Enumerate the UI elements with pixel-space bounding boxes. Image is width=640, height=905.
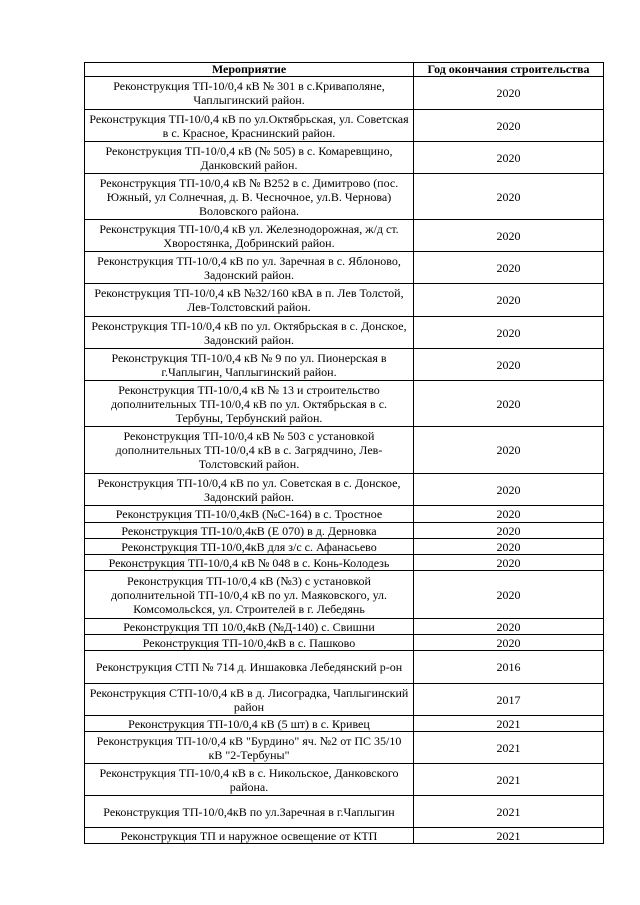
event-cell: Реконструкция ТП-10/0,4 кВ по ул.Октябрьская, ул. Советская в с. Красное, Краснинский район. xyxy=(85,110,414,142)
event-cell: Реконструкция ТП-10/0,4 кВ № 13 и строительство дополнительных ТП-10/0,4 кВ по ул. Октябрьская в с. Тербуны, Тербунский район. xyxy=(85,381,414,427)
table-row xyxy=(85,732,604,764)
event-cell: Реконструкция СТП № 714 д. Иншаковка Лебедянский р-он xyxy=(85,651,414,684)
event-cell: Реконструкция ТП-10/0,4 кВ № В252 в с. Димитрово (пос. Южный, ул Солнечная, д. В. Чесночное, ул.В. Чернова) Воловского района. xyxy=(85,174,414,220)
year-cell: 2020 xyxy=(414,252,604,284)
table-row xyxy=(85,523,604,539)
year-cell: 2020 xyxy=(414,381,604,427)
table-row xyxy=(85,220,604,252)
table-row xyxy=(85,684,604,716)
table-row xyxy=(85,142,604,174)
table-row xyxy=(85,349,604,381)
event-cell: Реконструкция ТП-10/0,4 кВ №32/160 кВА в п. Лев Толстой, Лев-Толстовский район. xyxy=(85,284,414,317)
event-cell: Реконструкция ТП-10/0,4 кВ ул. Железнодорожная, ж/д ст. Хворостянка, Добринский район. xyxy=(85,220,414,252)
table-row xyxy=(85,716,604,732)
year-cell: 2017 xyxy=(414,684,604,716)
year-cell: 2021 xyxy=(414,732,604,764)
header-year: Год окончания строительства xyxy=(414,63,604,77)
event-cell: Реконструкция ТП-10/0,4кВ (Е 070) в д. Дерновка xyxy=(85,523,414,539)
event-cell: Реконструкция ТП-10/0,4 кВ по ул. Заречная в с. Яблоново, Задонский район. xyxy=(85,252,414,284)
event-cell: Реконструкция ТП-10/0,4 кВ по ул. Октябрьская в с. Донское, Задонский район. xyxy=(85,317,414,349)
year-cell: 2016 xyxy=(414,651,604,684)
year-cell: 2020 xyxy=(414,317,604,349)
table-body xyxy=(85,77,604,844)
year-cell: 2021 xyxy=(414,716,604,732)
year-cell: 2020 xyxy=(414,539,604,555)
event-cell: Реконструкция ТП-10/0,4 кВ № 9 по ул. Пионерская в г.Чаплыгин, Чаплыгинский район. xyxy=(85,349,414,381)
event-cell: Реконструкция ТП-10/0,4кВ по ул.Заречная в г.Чаплыгин xyxy=(85,796,414,828)
event-cell: Реконструкция ТП-10/0,4кВ в с. Пашково xyxy=(85,635,414,651)
event-cell: Реконструкция ТП-10/0,4кВ для з/с с. Афанасьево xyxy=(85,539,414,555)
table-row xyxy=(85,317,604,349)
table-row xyxy=(85,796,604,828)
table-row xyxy=(85,828,604,844)
year-cell: 2021 xyxy=(414,764,604,796)
event-cell: Реконструкция ТП-10/0,4 кВ (5 шт) в с. Кривец xyxy=(85,716,414,732)
year-cell: 2020 xyxy=(414,555,604,571)
table-row xyxy=(85,474,604,506)
table-row xyxy=(85,427,604,474)
year-cell: 2021 xyxy=(414,828,604,844)
table-row xyxy=(85,506,604,523)
event-cell: Реконструкция ТП-10/0,4 кВ № 301 в с.Криваполяне, Чаплыгинский район. xyxy=(85,77,414,110)
event-cell: Реконструкция ТП-10/0,4кВ (№С-164) в с. Тростное xyxy=(85,506,414,523)
event-cell: Реконструкция ТП и наружное освещение от КТП xyxy=(85,828,414,844)
year-cell: 2020 xyxy=(414,619,604,635)
event-cell: Реконструкция ТП-10/0,4 кВ № 048 в с. Конь-Колодезь xyxy=(85,555,414,571)
construction-table xyxy=(84,62,604,844)
table-row xyxy=(85,77,604,110)
table-row xyxy=(85,174,604,220)
year-cell: 2020 xyxy=(414,635,604,651)
year-cell: 2020 xyxy=(414,284,604,317)
table-row xyxy=(85,539,604,555)
year-cell: 2021 xyxy=(414,796,604,828)
header-event: Мероприятие xyxy=(85,63,414,77)
event-cell: Реконструкция ТП-10/0,4 кВ в с. Никольское, Данковского района. xyxy=(85,764,414,796)
event-cell: Реконструкция ТП-10/0,4 кВ № 503 с установкой дополнительных ТП-10/0,4 кВ в с. Загрядчино, Лев-Толстовский район. xyxy=(85,427,414,474)
year-cell: 2020 xyxy=(414,220,604,252)
table-row xyxy=(85,764,604,796)
event-cell: Реконструкция ТП 10/0,4кВ (№Д-140) с. Свишни xyxy=(85,619,414,635)
table-row xyxy=(85,252,604,284)
table-row xyxy=(85,651,604,684)
table-row xyxy=(85,110,604,142)
table-row xyxy=(85,635,604,651)
year-cell: 2020 xyxy=(414,474,604,506)
year-cell: 2020 xyxy=(414,523,604,539)
year-cell: 2020 xyxy=(414,110,604,142)
event-cell: Реконструкция ТП-10/0,4 кВ "Бурдино" яч. №2 от ПС 35/10 кВ "2-Тербуны" xyxy=(85,732,414,764)
event-cell: Реконструкция СТП-10/0,4 кВ в д. Лисоградка, Чаплыгинский район xyxy=(85,684,414,716)
event-cell: Реконструкция ТП-10/0,4 кВ по ул. Советская в с. Донское, Задонский район. xyxy=(85,474,414,506)
event-cell: Реконструкция ТП-10/0,4 кВ (№ 505) в с. Комаревщино, Данковский район. xyxy=(85,142,414,174)
year-cell: 2020 xyxy=(414,142,604,174)
year-cell: 2020 xyxy=(414,506,604,523)
table-header-row xyxy=(85,63,604,77)
year-cell: 2020 xyxy=(414,77,604,110)
table-row xyxy=(85,619,604,635)
table-row xyxy=(85,381,604,427)
year-cell: 2020 xyxy=(414,349,604,381)
table-row xyxy=(85,571,604,619)
table-row xyxy=(85,284,604,317)
year-cell: 2020 xyxy=(414,571,604,619)
table-row xyxy=(85,555,604,571)
event-cell: Реконструкция ТП-10/0,4 кВ (№3) с установкой дополнительной ТП-10/0,4 кВ по ул. Маяковского, ул. Комсомольсkся, ул. Строителей в г. Лебедянь xyxy=(85,571,414,619)
year-cell: 2020 xyxy=(414,427,604,474)
year-cell: 2020 xyxy=(414,174,604,220)
